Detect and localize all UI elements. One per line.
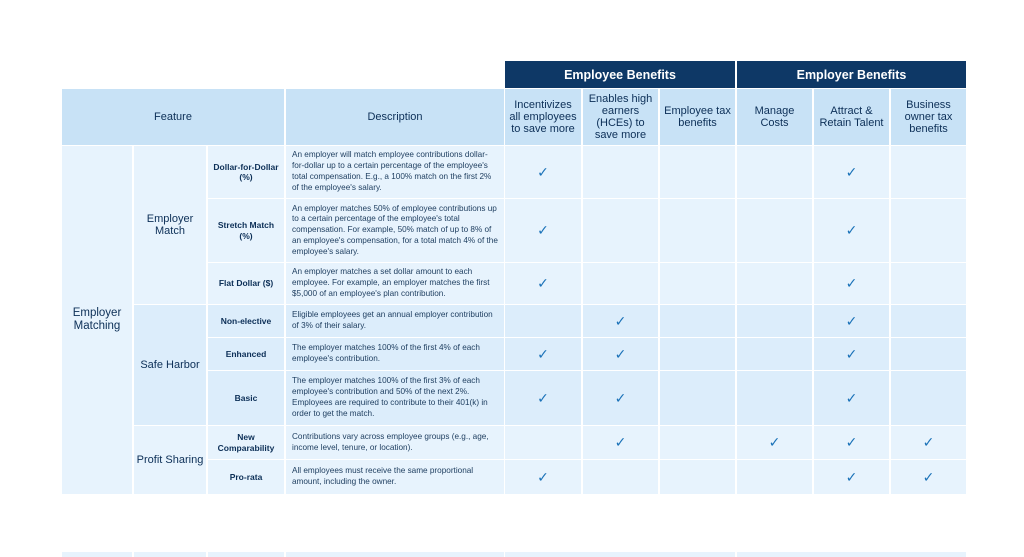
check-cell <box>737 460 812 494</box>
check-cell <box>660 199 735 262</box>
check-cell <box>660 263 735 304</box>
row-description: The employer matches 100% of the first 3% of each employee's contribution and 50% of the next 2%. Employees are required to contribute to their 401(k) in order to get the match. <box>286 371 504 425</box>
check-icon: ✓ <box>845 468 858 485</box>
row-feature-name: Flat Dollar ($) <box>208 263 284 304</box>
next-section-cell <box>737 552 966 557</box>
check-cell <box>583 338 658 370</box>
check-cell <box>660 371 735 425</box>
check-cell <box>583 146 658 198</box>
check-cell <box>660 305 735 337</box>
check-icon: ✓ <box>845 389 858 406</box>
subgroup-safe-harbor: Safe Harbor <box>134 305 206 425</box>
check-cell <box>660 426 735 459</box>
check-cell <box>891 199 966 262</box>
row-description: The employer matches 100% of the first 4% of each employee's contribution. <box>286 338 504 370</box>
check-cell <box>660 146 735 198</box>
check-cell <box>814 426 889 459</box>
check-cell <box>505 460 581 494</box>
check-icon: ✓ <box>845 345 858 362</box>
check-cell <box>737 263 812 304</box>
next-section-cell <box>134 552 206 557</box>
check-icon: ✓ <box>614 345 627 362</box>
row-description: An employer matches a set dollar amount to each employee. For example, an employer matches the first $5,000 of an employee's plan contribution. <box>286 263 504 304</box>
row-description: Contributions vary across employee groups (e.g., age, income level, tenure, or location). <box>286 426 504 459</box>
column-header-incentivizes: Incentivizes all employees to save more <box>505 89 581 145</box>
check-icon: ✓ <box>537 345 549 362</box>
row-feature-name: New Comparability <box>208 426 284 459</box>
column-header-employee-tax: Employee tax benefits <box>660 89 735 145</box>
check-icon: ✓ <box>537 222 549 238</box>
check-cell <box>505 146 581 198</box>
next-section-cell <box>208 552 284 557</box>
check-cell <box>814 338 889 370</box>
check-cell <box>505 371 581 425</box>
check-cell <box>891 371 966 425</box>
check-cell <box>737 305 812 337</box>
check-cell <box>891 426 966 459</box>
row-feature-name: Enhanced <box>208 338 284 370</box>
check-cell <box>660 338 735 370</box>
check-cell <box>505 263 581 304</box>
check-cell <box>891 305 966 337</box>
check-icon: ✓ <box>537 163 549 180</box>
check-cell <box>814 263 889 304</box>
subgroup-profit-sharing: Profit Sharing <box>134 426 206 494</box>
check-cell <box>660 460 735 494</box>
employer-benefits-header: Employer Benefits <box>737 61 966 88</box>
check-cell <box>891 460 966 494</box>
check-cell <box>737 199 812 262</box>
column-header-manage-costs: Manage Costs <box>737 89 812 145</box>
check-cell <box>814 460 889 494</box>
check-icon: ✓ <box>768 434 781 450</box>
column-header-owner-tax: Business owner tax benefits <box>891 89 966 145</box>
description-column-header: Description <box>286 89 504 145</box>
check-cell <box>583 371 658 425</box>
feature-column-header: Feature <box>62 89 284 145</box>
row-description: Eligible employees get an annual employer contribution of 3% of their salary. <box>286 305 504 337</box>
check-icon: ✓ <box>614 389 627 406</box>
row-feature-name: Non-elective <box>208 305 284 337</box>
check-icon: ✓ <box>845 163 858 180</box>
check-icon: ✓ <box>537 389 549 406</box>
check-cell <box>583 426 658 459</box>
row-description: An employer will match employee contributions dollar-for-dollar up to a certain percentage of the employee's total compensation. E.g., a 100% match on the first 2% of the employee's salary. <box>286 146 504 198</box>
category-employer-matching: Employer Matching <box>62 146 132 494</box>
check-icon: ✓ <box>845 312 858 329</box>
row-description: All employees must receive the same proportional amount, including the owner. <box>286 460 504 494</box>
row-feature-name: Dollar-for-Dollar (%) <box>208 146 284 198</box>
row-feature-name: Basic <box>208 371 284 425</box>
check-cell <box>505 426 581 459</box>
column-header-attract-retain: Attract & Retain Talent <box>814 89 889 145</box>
subgroup-employer-match: Employer Match <box>134 146 206 304</box>
check-cell <box>737 426 812 459</box>
check-cell <box>814 199 889 262</box>
check-cell <box>583 263 658 304</box>
check-cell <box>814 305 889 337</box>
check-cell <box>737 146 812 198</box>
check-icon: ✓ <box>614 312 627 329</box>
check-icon: ✓ <box>845 434 858 450</box>
check-cell <box>891 338 966 370</box>
check-cell <box>737 338 812 370</box>
check-cell <box>505 199 581 262</box>
check-icon: ✓ <box>537 275 549 291</box>
column-header-high-earners: Enables high earners (HCEs) to save more <box>583 89 658 145</box>
check-icon: ✓ <box>845 275 858 291</box>
check-icon: ✓ <box>845 222 858 238</box>
row-feature-name: Pro-rata <box>208 460 284 494</box>
check-cell <box>505 305 581 337</box>
check-cell <box>814 146 889 198</box>
next-section-cell <box>62 552 132 557</box>
check-icon: ✓ <box>922 434 935 450</box>
check-icon: ✓ <box>922 468 935 485</box>
next-section-cell <box>286 552 504 557</box>
check-cell <box>583 305 658 337</box>
check-cell <box>737 371 812 425</box>
check-cell <box>891 146 966 198</box>
check-cell <box>583 460 658 494</box>
row-description: An employer matches 50% of employee contributions up to a certain percentage of the employee's total compensation. For example, 50% match of up to 8% of an employee's compensation, for a total match 4% of the employee's salary. <box>286 199 504 262</box>
check-cell <box>891 263 966 304</box>
check-icon: ✓ <box>614 434 627 450</box>
check-cell <box>583 199 658 262</box>
row-feature-name: Stretch Match (%) <box>208 199 284 262</box>
check-cell <box>505 338 581 370</box>
check-icon: ✓ <box>537 468 549 485</box>
employee-benefits-header: Employee Benefits <box>505 61 735 88</box>
check-cell <box>814 371 889 425</box>
next-section-cell <box>505 552 735 557</box>
